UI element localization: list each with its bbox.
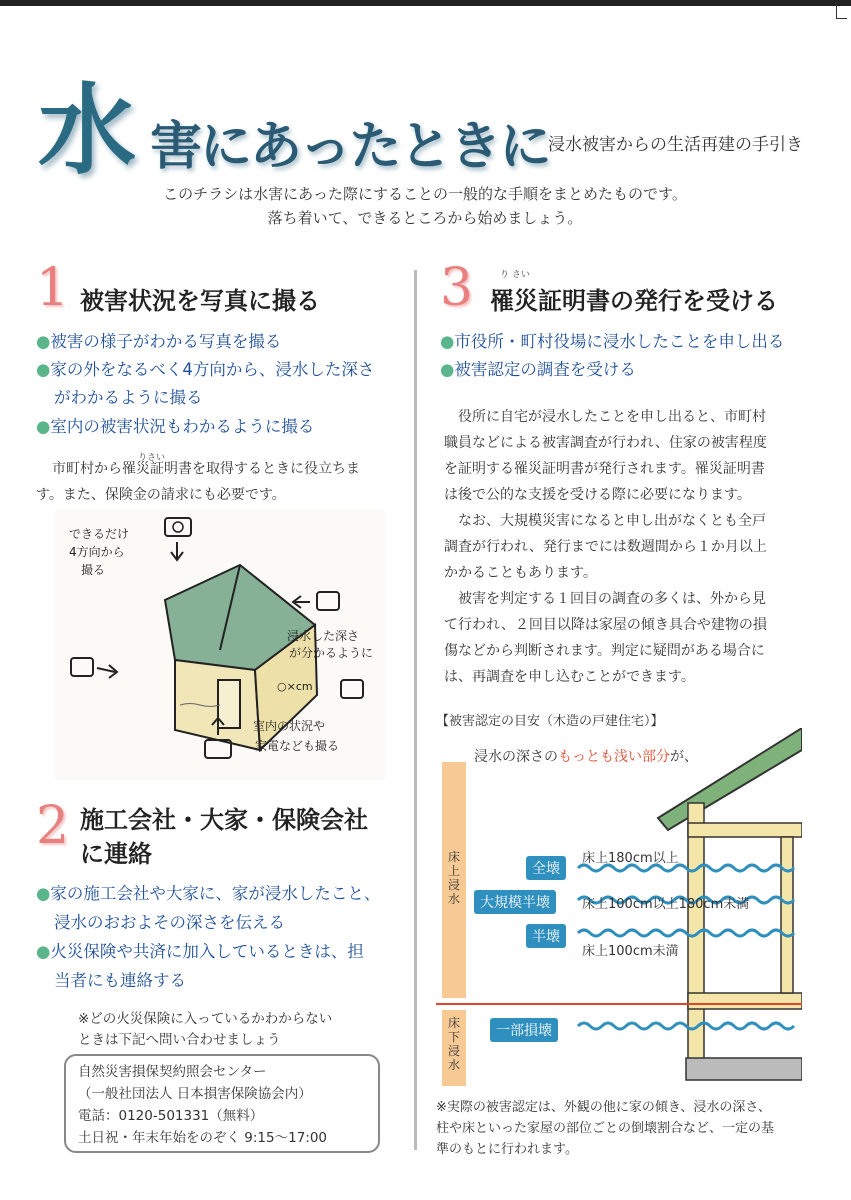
top-border xyxy=(0,0,851,6)
section-3-body-line: を証明する罹災証明書が発行されます。罹災証明書 xyxy=(444,461,765,477)
section-2-note-2: ときは下記へ問い合わせましょう xyxy=(78,1032,281,1048)
desc-zenkai: 床上180cm以上 xyxy=(582,851,679,866)
page-title: 害にあったときに xyxy=(150,117,550,177)
section-1-title: 被害状況を写真に撮る xyxy=(80,286,320,315)
house-photo-illustration xyxy=(55,510,385,780)
label-char: 水 xyxy=(448,892,461,906)
contact-name: 自然災害損保契約照会センター xyxy=(78,1064,267,1080)
section-3-body-line: 役所に自宅が浸水したことを申し出ると、市町村 xyxy=(444,409,766,425)
note-depth-2: が分かるように xyxy=(289,646,374,660)
section-3-body xyxy=(444,404,804,690)
label-char: 水 xyxy=(448,1058,461,1072)
section-3-body-line: かかることもあります。 xyxy=(444,565,597,581)
chart-lead-suffix: が、 xyxy=(670,749,698,765)
badge-hankai: 半壊 xyxy=(526,924,566,948)
label-char: 浸 xyxy=(448,1044,461,1058)
chart-caption: 【被害認定の目安（木造の戸建住宅）】 xyxy=(436,714,664,729)
section-3-number: 3 xyxy=(440,258,474,318)
footnote-line: 柱や床といった家屋の部位ごとの倒壊割合など、一定の基 xyxy=(436,1121,775,1136)
note-top-3: 撮る xyxy=(81,563,106,577)
page-subtitle: 浸水被害からの生活再建の手引き xyxy=(548,135,803,155)
contact-phone: 電話：0120-501331（無料） xyxy=(78,1108,264,1124)
section-1-ruby: りさい xyxy=(138,453,166,463)
label-char: 下 xyxy=(448,1030,461,1044)
footnote-line: ※実際の被害認定は、外観の他に家の傾き、浸水の深さ、 xyxy=(436,1100,771,1115)
section-2-bullet-1-cont: 浸水のおおよその深さを伝える xyxy=(54,913,285,932)
section-3-body-line: は、再調査を申し込むことができます。 xyxy=(444,669,695,685)
note-top-2: 4方向から xyxy=(69,545,125,559)
section-3-body-line: なお、大規模災害になると申し出がなくとも全戸 xyxy=(444,513,766,529)
contact-hours: 土日祝・年末年始をのぞく 9:15〜17:00 xyxy=(78,1130,328,1146)
section-3-bullet-1: ●市役所・町村役場に浸水したことを申し出る xyxy=(440,332,785,351)
below-floor-label xyxy=(448,1016,460,1072)
note-indoor-1: 室内の状況や xyxy=(253,719,326,733)
section-2-note-1: ※どの火災保険に入っているかわからない xyxy=(78,1011,333,1027)
section-1-body-1: 市町村から罹災証明書を取得するときに役立ちま xyxy=(52,461,360,477)
desc-hankai: 床上100cm未満 xyxy=(582,944,679,959)
badge-zenkai: 全壊 xyxy=(526,856,566,880)
section-2-title-1: 施工会社・大家・保険会社 xyxy=(80,805,368,834)
section-3-bullet-2: ●被害認定の調査を受ける xyxy=(440,360,636,379)
badge-ichibu-sonkai: 一部損壊 xyxy=(490,1018,558,1042)
section-1-bullet-3: ●室内の被害状況もわかるように撮る xyxy=(36,417,315,436)
section-1-bullet-2-cont: がわかるように撮る xyxy=(54,388,203,407)
label-char: 浸 xyxy=(448,878,461,892)
contact-org: （一般社団法人 日本損害保険協会内） xyxy=(78,1086,312,1102)
section-3-title: 罹災証明書の発行を受ける xyxy=(490,286,778,315)
above-floor-label xyxy=(448,850,460,906)
note-measure: ○×cm xyxy=(277,680,313,693)
column-divider xyxy=(414,270,417,1150)
section-3-body-line: は後で公的な支援を受ける際に必要になります。 xyxy=(444,487,751,503)
section-3-body-line: て行われ、２回目以降は家屋の傾き具合や建物の損 xyxy=(444,617,767,633)
chart-lead-prefix: 浸水の深さの xyxy=(474,749,558,765)
note-indoor-2: 家電なども撮る xyxy=(255,739,340,753)
section-1-bullet-1: ●被害の様子がわかる写真を撮る xyxy=(36,332,282,351)
section-2-title-2: に連絡 xyxy=(80,839,152,868)
label-char: 床 xyxy=(448,850,461,864)
section-3-body-line: 職員などによる被害調査が行われ、住家の被害程度 xyxy=(444,435,767,451)
section-1-bullet-2: ●家の外をなるべく4方向から、浸水した深さ xyxy=(36,360,375,379)
title-water-char: 水 xyxy=(38,73,133,188)
label-char: 上 xyxy=(448,864,461,878)
section-2-bullet-1: ●家の施工会社や大家に、家が浸水したこと、 xyxy=(36,884,381,903)
note-depth-1: 浸水した深さ xyxy=(287,629,360,643)
footnote-line: 準のもとに行われます。 xyxy=(436,1142,578,1157)
section-3-footnote xyxy=(436,1097,774,1160)
section-3-body-line: 傷などから判断されます。判定に疑問がある場合に xyxy=(444,643,765,659)
section-3-body-line: 被害を判定する１回目の調査の多くは、外から見 xyxy=(444,591,766,607)
badge-daikibo-hankai: 大規模半壊 xyxy=(474,890,556,914)
chart-lead-highlight: もっとも浅い部分 xyxy=(558,749,670,765)
intro-line-1: このチラシは水害にあった際にすることの一般的な手順をまとめたものです。 xyxy=(163,185,687,203)
desc-daikibo-hankai: 床上100cm以上180cm未満 xyxy=(582,897,750,912)
section-3-body-line: 調査が行われ、発行までには数週間から１か月以上 xyxy=(444,539,767,555)
note-top-1: できるだけ xyxy=(69,527,130,541)
section-1-number: 1 xyxy=(36,258,70,318)
corner-mark xyxy=(836,2,847,19)
label-char: 床 xyxy=(448,1016,461,1030)
intro-line-2: 落ち着いて、できるところから始めましょう。 xyxy=(267,209,583,227)
section-1-body-2: す。また、保険金の請求にも必要です。 xyxy=(36,487,286,503)
section-3-ruby: り さい xyxy=(500,270,530,280)
section-2-bullet-2: ●火災保険や共済に加入しているときは、担 xyxy=(36,942,364,961)
section-2-number: 2 xyxy=(36,796,70,856)
section-2-bullet-2-cont: 当者にも連絡する xyxy=(54,971,186,990)
